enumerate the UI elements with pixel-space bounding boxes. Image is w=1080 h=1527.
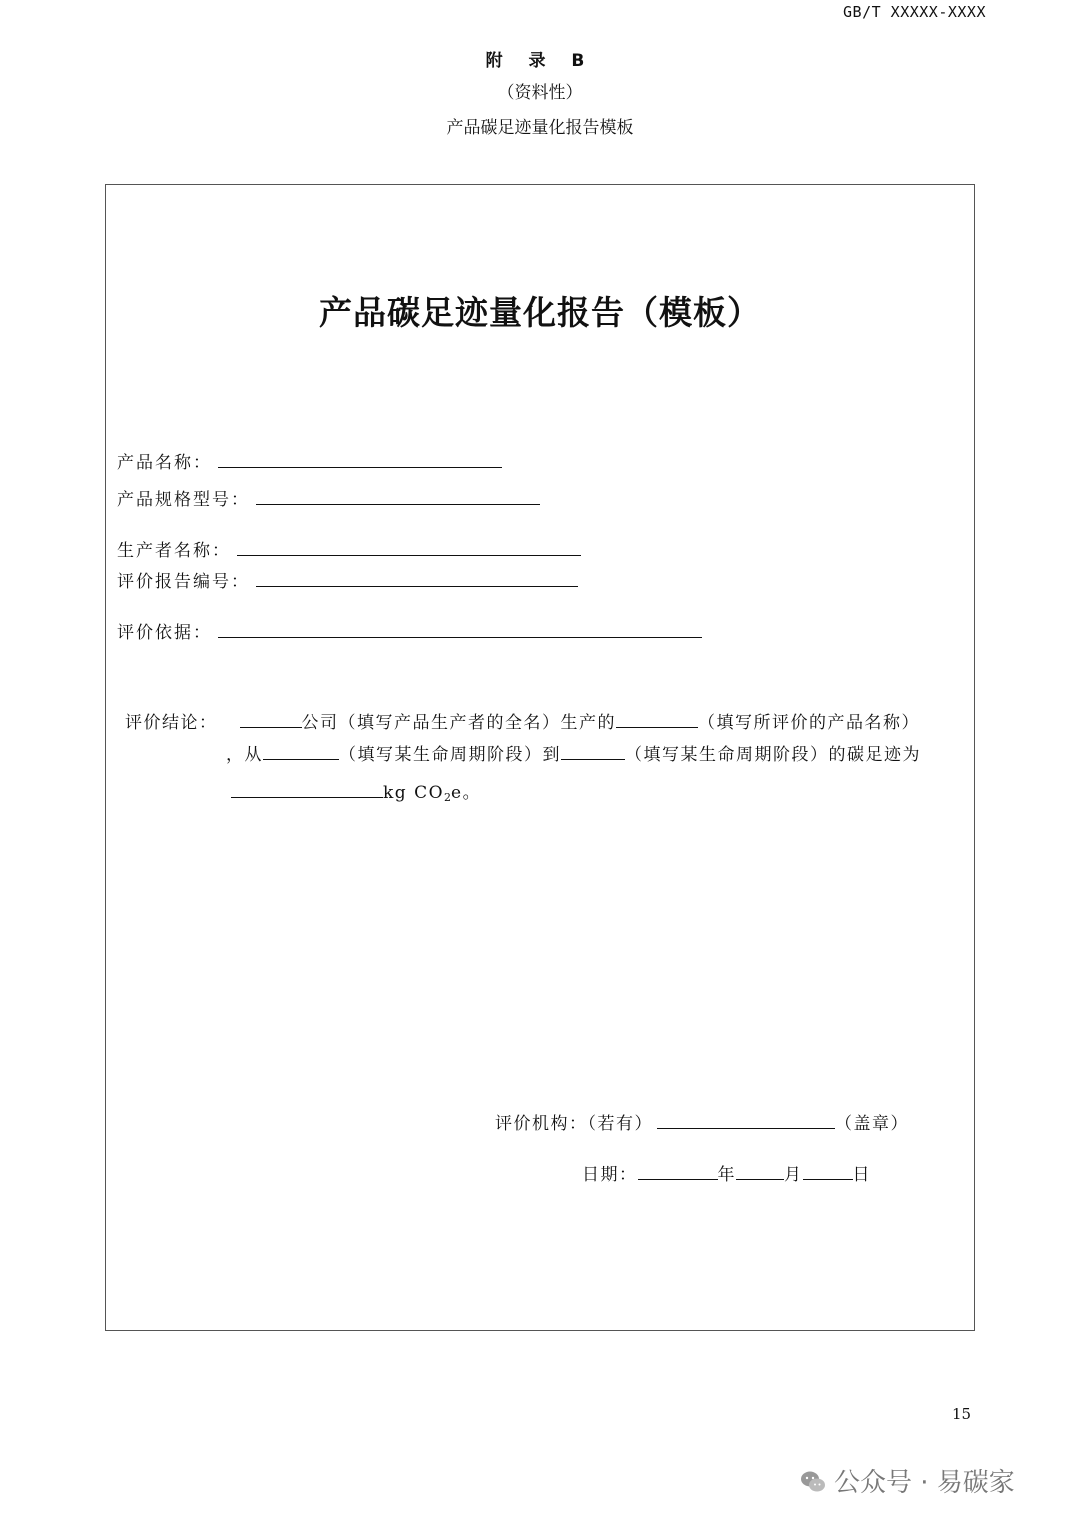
- page-number: 15: [952, 1405, 972, 1423]
- conclusion-text: 公司（填写产品生产者的全名）生产的: [301, 713, 616, 733]
- appendix-nature: （资料性）: [497, 83, 583, 103]
- conclusion-text: （填写所评价的产品名称）: [698, 713, 920, 733]
- seal-label: （盖章）: [835, 1114, 909, 1134]
- standard-code: GB/T XXXXX-XXXX: [843, 3, 986, 21]
- agency-blank[interactable]: [657, 1113, 835, 1129]
- product-spec-blank[interactable]: [256, 489, 540, 505]
- month-label: 月: [784, 1165, 803, 1185]
- conclusion-line-2: [226, 740, 921, 765]
- company-blank[interactable]: [240, 712, 302, 728]
- field-report-no: [117, 567, 578, 592]
- date-line: [582, 1160, 871, 1185]
- field-basis: [117, 618, 702, 643]
- watermark-text: 公众号 · 易碳家: [834, 1468, 1015, 1498]
- field-product-name: [117, 448, 502, 473]
- appendix-title: 附 录 B: [485, 51, 595, 71]
- month-blank[interactable]: [736, 1164, 784, 1180]
- unit-text: e。: [451, 783, 482, 803]
- footprint-value-blank[interactable]: [231, 782, 383, 798]
- product-blank[interactable]: [616, 712, 698, 728]
- conclusion-text: ，从: [226, 745, 263, 765]
- field-label: 评价报告编号：: [117, 572, 250, 592]
- field-producer-name: [117, 536, 581, 561]
- field-product-spec: [117, 485, 540, 510]
- field-label: 产品名称：: [117, 453, 212, 473]
- day-label: 日: [852, 1165, 871, 1185]
- day-blank[interactable]: [803, 1164, 853, 1180]
- conclusion-label: 评价结论：: [125, 713, 218, 733]
- producer-name-blank[interactable]: [237, 540, 581, 556]
- unit-text: kg CO: [383, 783, 445, 803]
- agency-line: [495, 1109, 909, 1134]
- report-no-blank[interactable]: [256, 571, 578, 587]
- stage2-blank[interactable]: [561, 744, 625, 760]
- field-label: 评价依据：: [117, 623, 212, 643]
- conclusion-line-3: [231, 778, 481, 804]
- wechat-icon: [800, 1469, 826, 1495]
- year-label: 年: [717, 1165, 736, 1185]
- agency-label: 评价机构：（若有）: [495, 1114, 653, 1134]
- report-title: 产品碳足迹量化报告（模板）: [319, 293, 761, 332]
- unit-subscript: 2: [444, 791, 452, 804]
- stage1-blank[interactable]: [263, 744, 339, 760]
- year-blank[interactable]: [638, 1164, 718, 1180]
- conclusion-text: （填写某生命周期阶段）到: [339, 745, 561, 765]
- field-label: 生产者名称：: [117, 541, 231, 561]
- appendix-name: 产品碳足迹量化报告模板: [446, 118, 634, 138]
- conclusion-text: （填写某生命周期阶段）的碳足迹为: [625, 745, 921, 765]
- date-label: 日期：: [582, 1165, 638, 1185]
- conclusion-line-1: [125, 708, 920, 733]
- product-name-blank[interactable]: [218, 452, 502, 468]
- basis-blank[interactable]: [218, 622, 702, 638]
- field-label: 产品规格型号：: [117, 490, 250, 510]
- watermark: [800, 1462, 1015, 1499]
